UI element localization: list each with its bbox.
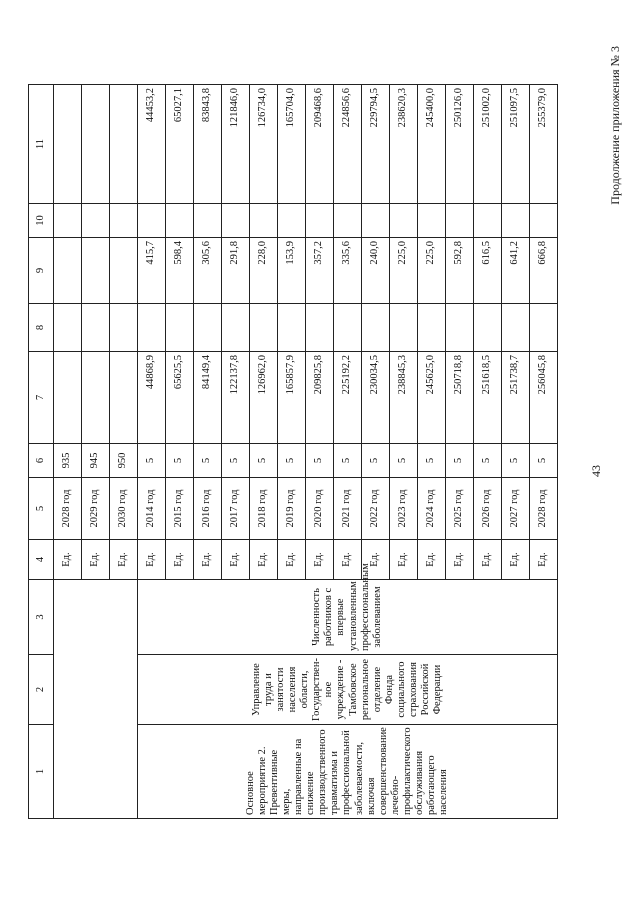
col6-cell: 950 [110, 444, 138, 478]
year-cell: 2022 год [362, 478, 390, 540]
col9-cell: 225,0 [390, 238, 418, 304]
col7-cell: 245625,0 [418, 352, 446, 444]
col11-cell: 224856,6 [334, 85, 362, 204]
unit-cell: Ед. [110, 540, 138, 580]
year-cell: 2014 год [138, 478, 166, 540]
col11-cell: 126734,0 [250, 85, 278, 204]
year-cell: 2015 год [166, 478, 194, 540]
col9-cell: 153,9 [278, 238, 306, 304]
col6-cell: 945 [82, 444, 110, 478]
header-num-9: 9 [29, 238, 54, 304]
col6-cell: 5 [474, 444, 502, 478]
col8-cell [278, 304, 306, 352]
col6-cell: 5 [166, 444, 194, 478]
col6-cell: 5 [222, 444, 250, 478]
col6-cell: 5 [306, 444, 334, 478]
col8-cell [82, 304, 110, 352]
col11-cell: 165704,0 [278, 85, 306, 204]
col9-cell: 291,8 [222, 238, 250, 304]
col8-cell [446, 304, 474, 352]
col6-cell: 5 [278, 444, 306, 478]
header-num-10: 10 [29, 204, 54, 238]
unit-cell: Ед. [166, 540, 194, 580]
col9-cell: 228,0 [250, 238, 278, 304]
appendix-label: Продолжение приложения № 3 [608, 46, 622, 205]
col8-cell [362, 304, 390, 352]
col8-cell [474, 304, 502, 352]
col11-cell: 44453,2 [138, 85, 166, 204]
header-num-4: 4 [29, 540, 54, 580]
col8-cell [306, 304, 334, 352]
col6-cell: 5 [418, 444, 446, 478]
unit-cell: Ед. [250, 540, 278, 580]
col7-cell: 165857,9 [278, 352, 306, 444]
unit-cell: Ед. [82, 540, 110, 580]
header-num-1: 1 [29, 725, 54, 819]
col10-cell [250, 204, 278, 238]
unit-cell: Ед. [194, 540, 222, 580]
col9-cell [110, 238, 138, 304]
col10-cell [530, 204, 558, 238]
col10-cell [54, 204, 82, 238]
col6-cell: 5 [362, 444, 390, 478]
col11-cell: 238620,3 [390, 85, 418, 204]
carry-blank-cell [54, 580, 138, 819]
col11-cell: 83843,8 [194, 85, 222, 204]
year-cell: 2018 год [250, 478, 278, 540]
col7-cell [110, 352, 138, 444]
col9-cell: 641,2 [502, 238, 530, 304]
col11-cell [82, 85, 110, 204]
col10-cell [278, 204, 306, 238]
unit-cell: Ед. [222, 540, 250, 580]
year-cell: 2017 год [222, 478, 250, 540]
col10-cell [418, 204, 446, 238]
year-cell: 2016 год [194, 478, 222, 540]
year-cell: 2028 год [54, 478, 82, 540]
col9-cell: 335,6 [334, 238, 362, 304]
col11-cell: 255379,0 [530, 85, 558, 204]
header-num-5: 5 [29, 478, 54, 540]
col9-cell: 305,6 [194, 238, 222, 304]
col6-cell: 5 [250, 444, 278, 478]
unit-cell: Ед. [138, 540, 166, 580]
unit-cell: Ед. [278, 540, 306, 580]
col8-cell [110, 304, 138, 352]
col7-cell: 44868,9 [138, 352, 166, 444]
col10-cell [334, 204, 362, 238]
unit-cell: Ед. [474, 540, 502, 580]
col7-cell: 251738,7 [502, 352, 530, 444]
col8-cell [166, 304, 194, 352]
col11-cell: 251002,0 [474, 85, 502, 204]
page-number: 43 [589, 465, 603, 477]
col9-cell: 592,8 [446, 238, 474, 304]
col7-cell [54, 352, 82, 444]
col9-cell: 357,2 [306, 238, 334, 304]
col9-cell: 616,5 [474, 238, 502, 304]
year-cell: 2024 год [418, 478, 446, 540]
col6-cell: 935 [54, 444, 82, 478]
col9-cell [54, 238, 82, 304]
col7-cell: 251618,5 [474, 352, 502, 444]
year-cell: 2029 год [82, 478, 110, 540]
unit-cell: Ед. [334, 540, 362, 580]
col9-cell: 666,8 [530, 238, 558, 304]
col10-cell [446, 204, 474, 238]
col11-cell [54, 85, 82, 204]
unit-cell: Ед. [418, 540, 446, 580]
header-num-11: 11 [29, 85, 54, 204]
col10-cell [502, 204, 530, 238]
col9-cell [82, 238, 110, 304]
unit-cell: Ед. [306, 540, 334, 580]
col7-cell: 230034,5 [362, 352, 390, 444]
col7-cell: 256045,8 [530, 352, 558, 444]
col10-cell [166, 204, 194, 238]
col9-cell: 598,4 [166, 238, 194, 304]
col11-cell: 245400,0 [418, 85, 446, 204]
year-cell: 2030 год [110, 478, 138, 540]
header-num-6: 6 [29, 444, 54, 478]
col8-cell [194, 304, 222, 352]
col7-cell: 122137,8 [222, 352, 250, 444]
col11-cell: 251097,5 [502, 85, 530, 204]
year-cell: 2027 год [502, 478, 530, 540]
col8-cell [54, 304, 82, 352]
table-row [54, 85, 82, 819]
col6-cell: 5 [194, 444, 222, 478]
year-cell: 2023 год [390, 478, 418, 540]
col6-cell: 5 [334, 444, 362, 478]
col7-cell: 126962,0 [250, 352, 278, 444]
col9-cell: 225,0 [418, 238, 446, 304]
table-row [138, 85, 166, 819]
header-num-3: 3 [29, 580, 54, 655]
col11-cell: 65027,1 [166, 85, 194, 204]
col10-cell [194, 204, 222, 238]
header-num-7: 7 [29, 352, 54, 444]
year-cell: 2019 год [278, 478, 306, 540]
col10-cell [474, 204, 502, 238]
col11-cell [110, 85, 138, 204]
col11-cell: 209468,6 [306, 85, 334, 204]
unit-cell: Ед. [54, 540, 82, 580]
col8-cell [502, 304, 530, 352]
col11-cell: 121846,0 [222, 85, 250, 204]
col6-cell: 5 [530, 444, 558, 478]
col8-cell [222, 304, 250, 352]
col8-cell [250, 304, 278, 352]
header-number-row [29, 85, 54, 819]
col7-cell: 238845,3 [390, 352, 418, 444]
col7-cell: 250718,8 [446, 352, 474, 444]
col10-cell [110, 204, 138, 238]
header-num-2: 2 [29, 655, 54, 725]
year-cell: 2025 год [446, 478, 474, 540]
col9-cell: 415,7 [138, 238, 166, 304]
col6-cell: 5 [502, 444, 530, 478]
unit-cell: Ед. [502, 540, 530, 580]
col10-cell [390, 204, 418, 238]
col10-cell [138, 204, 166, 238]
col9-cell: 240,0 [362, 238, 390, 304]
col10-cell [222, 204, 250, 238]
col8-cell [390, 304, 418, 352]
col11-cell: 250126,0 [446, 85, 474, 204]
year-cell: 2021 год [334, 478, 362, 540]
measure-cell: Основное мероприятие 2. Превентивные меры, направленные на снижение производственного травматизма и профессиональной заболеваемости, включая совершенствование лечебно-профилактического обслуживания работающего населения [138, 725, 558, 819]
col10-cell [362, 204, 390, 238]
indicator-cell: Численность работников с впервые установленным профессиональным заболеванием [138, 580, 558, 655]
col7-cell: 225192,2 [334, 352, 362, 444]
year-cell: 2026 год [474, 478, 502, 540]
col6-cell: 5 [446, 444, 474, 478]
col7-cell [82, 352, 110, 444]
executor-cell: Управление труда и занятости населения области, Государствен-ное учреждение - Тамбовское региональное отделение Фонда социального страхования Российской Федерации [138, 655, 558, 725]
col8-cell [418, 304, 446, 352]
header-num-8: 8 [29, 304, 54, 352]
col8-cell [138, 304, 166, 352]
col10-cell [82, 204, 110, 238]
unit-cell: Ед. [362, 540, 390, 580]
col10-cell [306, 204, 334, 238]
col7-cell: 65625,5 [166, 352, 194, 444]
unit-cell: Ед. [390, 540, 418, 580]
year-cell: 2028 год [530, 478, 558, 540]
col11-cell: 229794,5 [362, 85, 390, 204]
col7-cell: 84149,4 [194, 352, 222, 444]
col7-cell: 209825,8 [306, 352, 334, 444]
col8-cell [530, 304, 558, 352]
unit-cell: Ед. [530, 540, 558, 580]
year-cell: 2020 год [306, 478, 334, 540]
col6-cell: 5 [138, 444, 166, 478]
unit-cell: Ед. [446, 540, 474, 580]
appendix-table [28, 84, 558, 819]
table-body [29, 85, 558, 819]
col6-cell: 5 [390, 444, 418, 478]
col8-cell [334, 304, 362, 352]
